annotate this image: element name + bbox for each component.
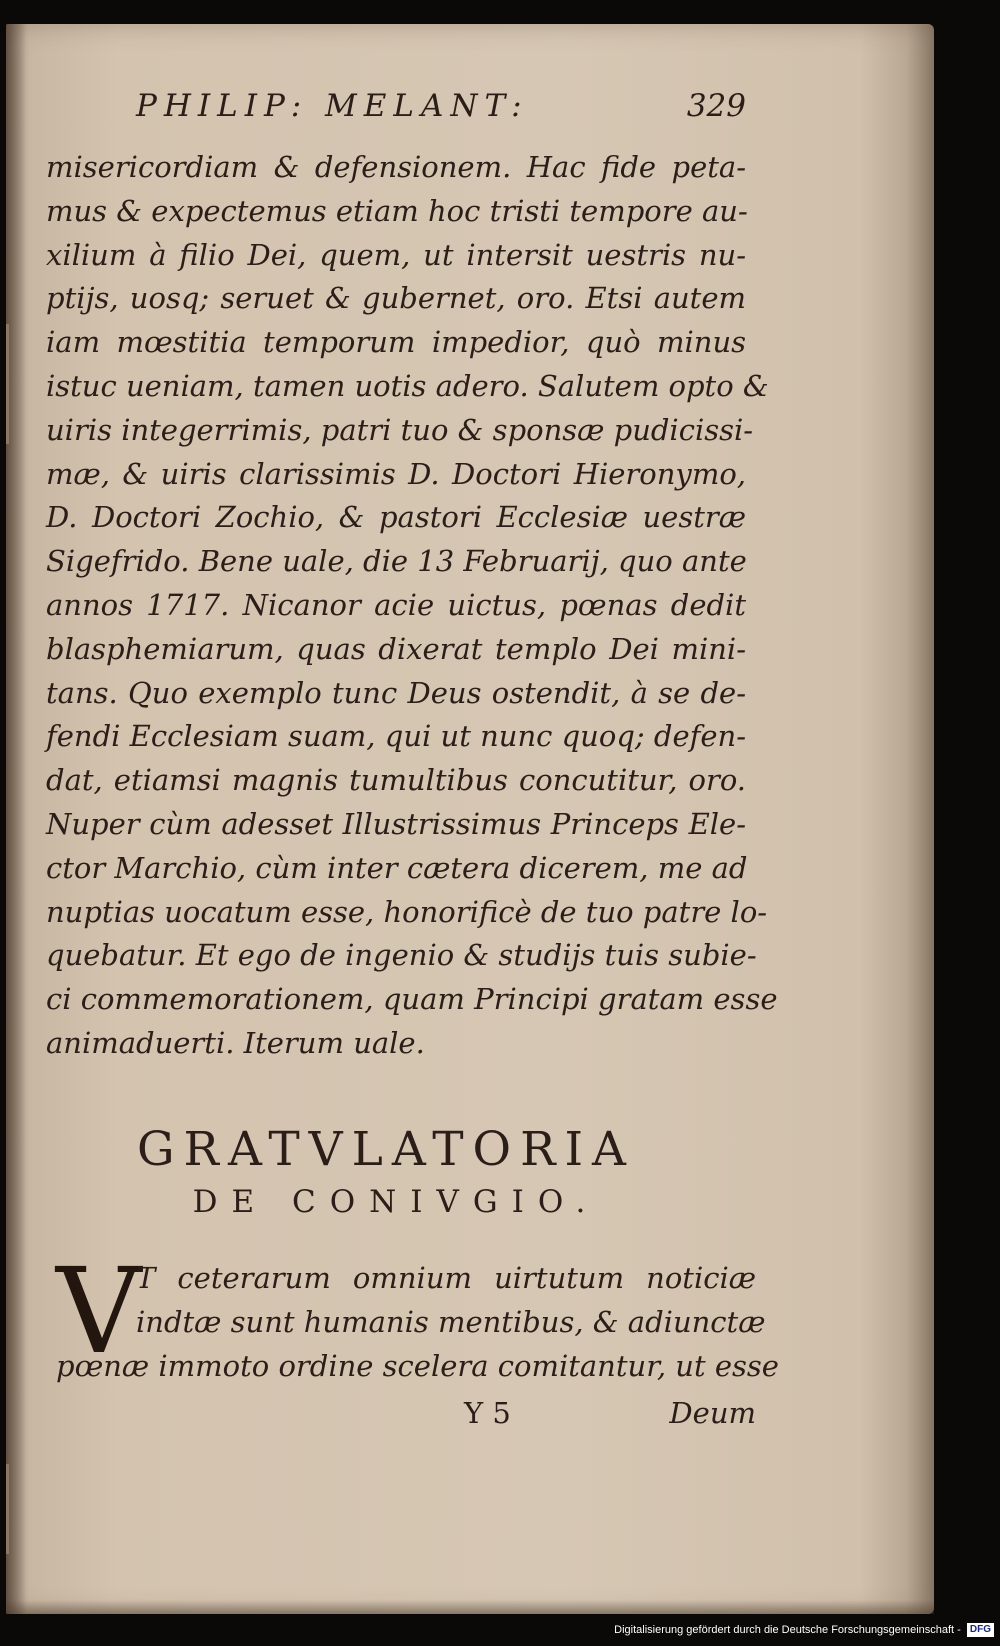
text-line: xilium à filio Dei, quem, ut intersit uestris nu- [46,237,746,272]
text-line: T ceterarum omnium uirtutum noticiæ [136,1261,756,1295]
second-paragraph [56,1242,779,1406]
text-line: ctor Marchio, cùm inter cætera dicerem, me ad [46,850,748,885]
catchword: Deum [669,1396,756,1430]
text-line: mus & expectemus etiam hoc tristi tempore au- [46,193,748,228]
text-line: Sigefrido. Bene uale, die 13 Februarij, quo ante [46,544,747,579]
text-line: animaduerti. Iterum uale. [46,1025,425,1060]
drop-cap: V [56,1242,142,1380]
funding-credit [614,1622,994,1638]
text-line: quebatur. Et ego de ingenio & studijs tuis subie- [46,938,757,973]
text-line: ptijs, uosq; seruet & gubernet, oro. Etsi autem [46,281,746,316]
gutter-shadow [6,24,26,1614]
edge-mark [6,1464,9,1554]
dfg-logo-icon: DFG [967,1623,994,1637]
text-line: iam mœstitia temporum impedior, quò minus [46,325,746,360]
text-line: istuc ueniam, tamen uotis adero. Salutem opto & [46,368,769,403]
footer-line [446,1396,756,1438]
page-bottom-edge [6,1600,934,1614]
section-subheading: DE CONIVGIO. [192,1184,600,1220]
text-line: D. Doctori Zochio, & pastori Ecclesiæ uestræ [46,500,746,535]
text-line: pœnæ immoto ordine scelera comitantur, ut esse [56,1349,779,1383]
text-line: indtæ sunt humanis mentibus, & adiunctæ [136,1305,766,1339]
text-line: tans. Quo exemplo tunc Deus ostendit, à se de- [46,675,746,710]
text-line: nuptias uocatum esse, honorificè de tuo patre lo- [46,894,768,929]
text-line: fendi Ecclesiam suam, qui ut nunc quoq; defen- [46,719,746,754]
text-line: misericordiam & defensionem. Hac fide peta- [46,150,746,184]
page-number: 329 [686,88,746,124]
text-line: annos 1717. Nicanor acie uictus, pœnas dedit [46,587,746,622]
signature-mark: Y 5 [464,1396,511,1430]
text-line: uiris integerrimis, patri tuo & sponsæ pudicissi- [46,412,754,447]
text-line: mæ, & uiris clarissimis D. Doctori Hieronymo, [46,456,746,491]
text-line: ci commemorationem, quam Principi gratam esse [46,982,778,1017]
text-line: dat, etiamsi magnis tumultibus concutitur, oro. [46,763,746,798]
text-line: Nuper cùm adesset Illustrissimus Princeps Ele- [46,806,746,841]
section-heading: GRATVLATORIA [137,1122,635,1177]
running-head [136,88,746,128]
book-page [6,24,934,1614]
letter-text [46,146,778,1066]
text-line: blasphemiarum, quas dixerat templo Dei mini- [46,631,746,666]
credit-text: Digitalisierung gefördert durch die Deutsche Forschungsgemeinschaft - [614,1624,961,1636]
edge-mark [6,324,9,444]
running-head-title: PHILIP: MELANT: [136,88,529,124]
